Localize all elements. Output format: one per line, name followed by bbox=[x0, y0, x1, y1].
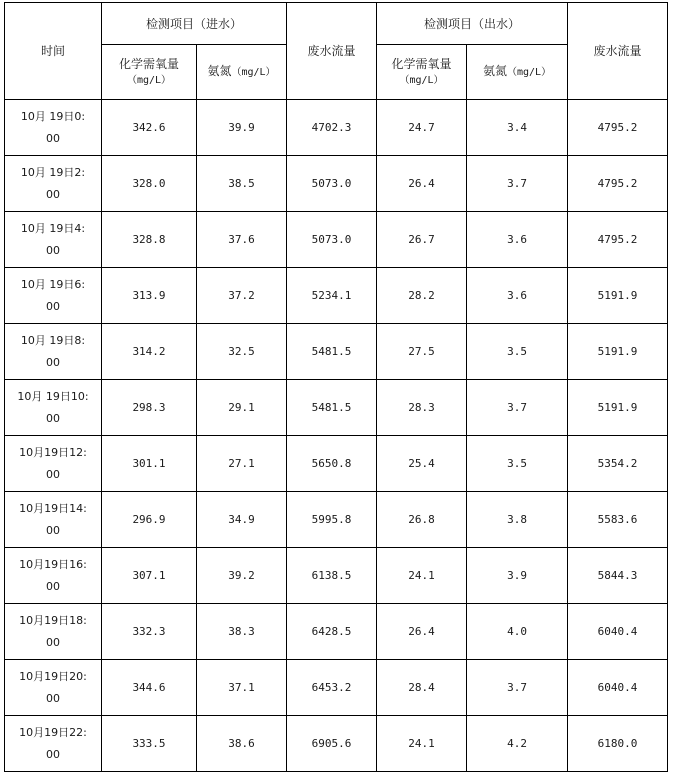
outlet-cod-cell: 25.4 bbox=[377, 436, 467, 492]
time-line-1: 10月 19日6: bbox=[20, 277, 86, 291]
outlet-nh3-cell: 3.7 bbox=[467, 660, 568, 716]
inlet-flow-cell: 5073.0 bbox=[287, 156, 377, 212]
time-cell bbox=[5, 100, 102, 156]
outlet-flow-cell: 4795.2 bbox=[568, 212, 668, 268]
inlet-nh3-cell: 38.3 bbox=[197, 604, 287, 660]
outlet-nh3-cell: 3.9 bbox=[467, 548, 568, 604]
outlet-cod-unit: （mg/L） bbox=[399, 75, 444, 86]
table-row bbox=[5, 436, 668, 492]
table-row bbox=[5, 100, 668, 156]
outlet-flow-header: 废水流量 bbox=[568, 3, 668, 100]
outlet-cod-cell: 27.5 bbox=[377, 324, 467, 380]
inlet-cod-label: 化学需氧量 bbox=[118, 57, 179, 71]
table-row bbox=[5, 716, 668, 772]
outlet-nh3-header bbox=[467, 45, 568, 100]
inlet-nh3-cell: 37.2 bbox=[197, 268, 287, 324]
inlet-nh3-cell: 38.6 bbox=[197, 716, 287, 772]
outlet-flow-cell: 5191.9 bbox=[568, 380, 668, 436]
time-line-1: 10月 19日0: bbox=[20, 109, 86, 123]
outlet-cod-cell: 24.1 bbox=[377, 716, 467, 772]
outlet-cod-cell: 26.4 bbox=[377, 604, 467, 660]
outlet-cod-cell: 26.8 bbox=[377, 492, 467, 548]
outlet-cod-cell: 26.4 bbox=[377, 156, 467, 212]
table-row bbox=[5, 212, 668, 268]
outlet-flow-cell: 4795.2 bbox=[568, 100, 668, 156]
time-line-2: 00 bbox=[46, 355, 60, 369]
outlet-cod-label: 化学需氧量 bbox=[391, 57, 452, 71]
outlet-nh3-cell: 3.7 bbox=[467, 156, 568, 212]
inlet-flow-cell: 5234.1 bbox=[287, 268, 377, 324]
time-line-2: 00 bbox=[46, 299, 60, 313]
inlet-flow-cell: 5481.5 bbox=[287, 324, 377, 380]
outlet-flow-cell: 5191.9 bbox=[568, 324, 668, 380]
time-line-1: 10月19日14: bbox=[19, 501, 87, 515]
inlet-cod-cell: 344.6 bbox=[102, 660, 197, 716]
time-cell bbox=[5, 268, 102, 324]
table-row bbox=[5, 660, 668, 716]
time-line-1: 10月19日18: bbox=[19, 613, 87, 627]
outlet-nh3-cell: 4.2 bbox=[467, 716, 568, 772]
wastewater-monitoring-table bbox=[4, 2, 668, 772]
inlet-flow-cell: 5481.5 bbox=[287, 380, 377, 436]
time-cell bbox=[5, 380, 102, 436]
outlet-group-header: 检测项目（出水） bbox=[377, 3, 568, 45]
time-cell bbox=[5, 436, 102, 492]
inlet-nh3-cell: 34.9 bbox=[197, 492, 287, 548]
inlet-nh3-cell: 32.5 bbox=[197, 324, 287, 380]
table-row bbox=[5, 492, 668, 548]
inlet-cod-cell: 307.1 bbox=[102, 548, 197, 604]
inlet-flow-cell: 5650.8 bbox=[287, 436, 377, 492]
outlet-cod-header bbox=[377, 45, 467, 100]
outlet-nh3-cell: 3.7 bbox=[467, 380, 568, 436]
inlet-nh3-header bbox=[197, 45, 287, 100]
time-line-2: 00 bbox=[46, 467, 60, 481]
outlet-nh3-cell: 4.0 bbox=[467, 604, 568, 660]
time-cell bbox=[5, 548, 102, 604]
outlet-nh3-cell: 3.5 bbox=[467, 324, 568, 380]
outlet-nh3-unit: （mg/L） bbox=[506, 67, 552, 78]
header-row-1 bbox=[5, 3, 668, 45]
inlet-cod-cell: 333.5 bbox=[102, 716, 197, 772]
outlet-cod-cell: 24.7 bbox=[377, 100, 467, 156]
inlet-nh3-cell: 37.1 bbox=[197, 660, 287, 716]
outlet-nh3-cell: 3.6 bbox=[467, 268, 568, 324]
time-line-1: 10月19日12: bbox=[19, 445, 87, 459]
inlet-nh3-cell: 39.9 bbox=[197, 100, 287, 156]
inlet-flow-cell: 6905.6 bbox=[287, 716, 377, 772]
inlet-cod-cell: 314.2 bbox=[102, 324, 197, 380]
outlet-flow-cell: 5583.6 bbox=[568, 492, 668, 548]
time-line-2: 00 bbox=[46, 523, 60, 537]
inlet-nh3-cell: 27.1 bbox=[197, 436, 287, 492]
inlet-cod-cell: 328.0 bbox=[102, 156, 197, 212]
time-cell bbox=[5, 324, 102, 380]
outlet-flow-cell: 4795.2 bbox=[568, 156, 668, 212]
time-line-1: 10月 19日4: bbox=[20, 221, 86, 235]
inlet-nh3-cell: 37.6 bbox=[197, 212, 287, 268]
outlet-nh3-cell: 3.4 bbox=[467, 100, 568, 156]
outlet-flow-cell: 5844.3 bbox=[568, 548, 668, 604]
inlet-cod-cell: 296.9 bbox=[102, 492, 197, 548]
time-line-1: 10月19日22: bbox=[19, 725, 87, 739]
outlet-flow-cell: 5191.9 bbox=[568, 268, 668, 324]
time-line-2: 00 bbox=[46, 691, 60, 705]
time-line-2: 00 bbox=[46, 243, 60, 257]
time-line-1: 10月 19日2: bbox=[20, 165, 86, 179]
inlet-nh3-cell: 29.1 bbox=[197, 380, 287, 436]
inlet-group-header: 检测项目（进水） bbox=[102, 3, 287, 45]
inlet-flow-header: 废水流量 bbox=[287, 3, 377, 100]
inlet-cod-cell: 298.3 bbox=[102, 380, 197, 436]
outlet-nh3-cell: 3.6 bbox=[467, 212, 568, 268]
inlet-cod-cell: 328.8 bbox=[102, 212, 197, 268]
time-line-2: 00 bbox=[46, 747, 60, 761]
time-cell bbox=[5, 604, 102, 660]
inlet-cod-header bbox=[102, 45, 197, 100]
table-row bbox=[5, 604, 668, 660]
outlet-nh3-label: 氨氮 bbox=[482, 64, 507, 78]
table-row bbox=[5, 380, 668, 436]
time-line-2: 00 bbox=[46, 131, 60, 145]
inlet-nh3-label: 氨氮 bbox=[207, 64, 232, 78]
inlet-flow-cell: 6428.5 bbox=[287, 604, 377, 660]
inlet-flow-cell: 5073.0 bbox=[287, 212, 377, 268]
inlet-cod-cell: 301.1 bbox=[102, 436, 197, 492]
time-line-2: 00 bbox=[46, 187, 60, 201]
outlet-nh3-cell: 3.8 bbox=[467, 492, 568, 548]
time-cell bbox=[5, 716, 102, 772]
table-row bbox=[5, 268, 668, 324]
time-cell bbox=[5, 156, 102, 212]
inlet-flow-cell: 5995.8 bbox=[287, 492, 377, 548]
inlet-cod-cell: 332.3 bbox=[102, 604, 197, 660]
table-row bbox=[5, 324, 668, 380]
time-line-1: 10月19日20: bbox=[19, 669, 87, 683]
inlet-flow-cell: 6453.2 bbox=[287, 660, 377, 716]
inlet-nh3-cell: 38.5 bbox=[197, 156, 287, 212]
inlet-nh3-unit: （mg/L） bbox=[231, 67, 276, 78]
time-line-2: 00 bbox=[46, 411, 60, 425]
outlet-cod-cell: 28.3 bbox=[377, 380, 467, 436]
outlet-cod-cell: 24.1 bbox=[377, 548, 467, 604]
time-cell bbox=[5, 492, 102, 548]
inlet-cod-cell: 342.6 bbox=[102, 100, 197, 156]
table-row bbox=[5, 548, 668, 604]
table-row bbox=[5, 156, 668, 212]
time-line-1: 10月19日16: bbox=[19, 557, 87, 571]
outlet-cod-cell: 28.2 bbox=[377, 268, 467, 324]
time-cell bbox=[5, 212, 102, 268]
inlet-nh3-cell: 39.2 bbox=[197, 548, 287, 604]
outlet-flow-cell: 6040.4 bbox=[568, 660, 668, 716]
outlet-flow-cell: 5354.2 bbox=[568, 436, 668, 492]
inlet-cod-unit: （mg/L） bbox=[126, 75, 172, 86]
time-header: 时间 bbox=[5, 3, 102, 100]
inlet-cod-cell: 313.9 bbox=[102, 268, 197, 324]
inlet-flow-cell: 4702.3 bbox=[287, 100, 377, 156]
outlet-flow-cell: 6180.0 bbox=[568, 716, 668, 772]
outlet-cod-cell: 28.4 bbox=[377, 660, 467, 716]
time-line-2: 00 bbox=[46, 635, 60, 649]
inlet-flow-cell: 6138.5 bbox=[287, 548, 377, 604]
time-cell bbox=[5, 660, 102, 716]
outlet-nh3-cell: 3.5 bbox=[467, 436, 568, 492]
outlet-flow-cell: 6040.4 bbox=[568, 604, 668, 660]
outlet-cod-cell: 26.7 bbox=[377, 212, 467, 268]
time-line-2: 00 bbox=[46, 579, 60, 593]
time-line-1: 10月 19日10: bbox=[17, 389, 89, 403]
time-line-1: 10月 19日8: bbox=[20, 333, 86, 347]
